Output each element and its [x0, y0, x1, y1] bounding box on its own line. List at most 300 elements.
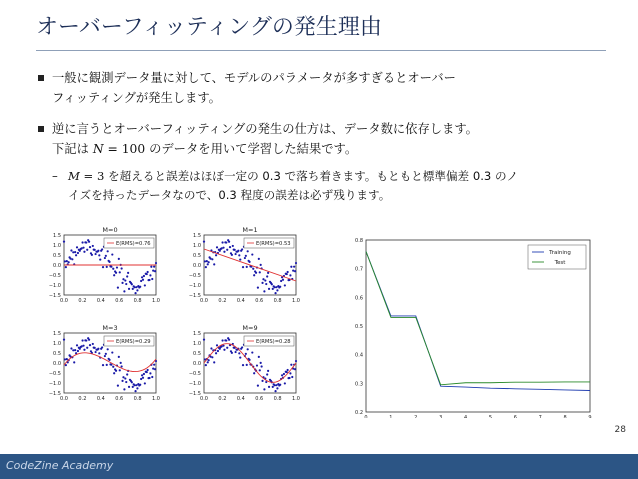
data-point [92, 245, 94, 247]
data-point [83, 251, 85, 253]
data-point [284, 284, 286, 286]
legend-label: E(RMS)=0.76 [116, 241, 151, 247]
data-point [136, 289, 138, 291]
y-tick-label: −1.0 [48, 381, 61, 387]
legend-label: E(RMS)=0.53 [256, 241, 291, 247]
data-point [274, 292, 276, 294]
data-point [271, 283, 273, 285]
data-point [203, 241, 205, 243]
data-point [238, 352, 240, 354]
data-point [102, 266, 104, 268]
data-point [139, 286, 141, 288]
x-tick-label: 3 [439, 415, 443, 418]
data-point [252, 268, 254, 270]
data-point [289, 274, 291, 276]
data-point [94, 253, 96, 255]
data-point [94, 249, 96, 251]
data-point [231, 352, 233, 354]
data-point [203, 339, 205, 341]
data-point [234, 249, 236, 251]
data-point [292, 269, 294, 271]
data-point [143, 275, 145, 277]
data-point [117, 287, 119, 289]
y-tick-label: 0.0 [193, 361, 201, 367]
page-number: 28 [614, 425, 626, 435]
data-point [155, 262, 157, 264]
data-point [149, 274, 151, 276]
data-point [124, 377, 126, 379]
data-point [143, 373, 145, 375]
x-tick-label: 4 [463, 415, 468, 418]
y-tick-label: −1.5 [188, 391, 201, 397]
data-point [68, 261, 70, 263]
y-tick-label: 0.6 [355, 295, 363, 302]
data-point [245, 353, 247, 355]
data-point [246, 364, 248, 366]
data-point [260, 362, 262, 364]
x-tick-label: 0.4 [236, 298, 245, 304]
data-point [261, 282, 263, 284]
data-point [104, 355, 106, 357]
x-tick-label: 8 [563, 415, 567, 418]
data-point [274, 390, 276, 392]
data-point [263, 388, 265, 390]
data-point [208, 359, 210, 361]
bullet-2-line-2: 下記は N = 100 のデータを用いて学習した結果です。 [52, 142, 358, 156]
bullet-2-line-1: 逆に言うとオーバーフィッティングの発生の仕方は、データ数に依存します。 [52, 122, 478, 136]
data-point [65, 266, 67, 268]
data-point [293, 266, 295, 268]
data-point [222, 247, 224, 249]
data-point [73, 361, 75, 363]
data-point [245, 255, 247, 257]
x-tick-label: 7 [538, 415, 542, 418]
data-point [76, 246, 78, 248]
y-tick-label: −1.0 [188, 283, 201, 289]
data-point [248, 261, 250, 263]
data-point [260, 264, 262, 266]
data-point [228, 339, 230, 341]
data-point [232, 245, 234, 247]
data-point [247, 250, 249, 252]
data-point [82, 345, 84, 347]
data-point [210, 347, 212, 349]
data-point [64, 358, 66, 360]
data-point [115, 272, 117, 274]
y-tick-label: 1.0 [193, 243, 201, 249]
data-point [112, 366, 114, 368]
data-point [121, 267, 123, 269]
data-point [234, 253, 236, 255]
data-point [241, 346, 243, 348]
data-point [85, 241, 87, 243]
polynomial-fit-plots [40, 215, 330, 415]
data-point [207, 263, 209, 265]
data-point [215, 352, 217, 354]
data-point [123, 290, 125, 292]
data-point [81, 241, 83, 243]
data-point [257, 385, 259, 387]
bullet-1-line-1: 一般に観測データ量に対して、モデルのパラメータが多すぎるとオーバー [52, 71, 456, 85]
data-point [259, 369, 261, 371]
data-point [131, 381, 133, 383]
data-point [272, 386, 274, 388]
data-point [141, 374, 143, 376]
bullet-square-icon [38, 126, 44, 132]
data-point [147, 369, 149, 371]
data-point [111, 253, 113, 255]
data-point [205, 266, 207, 268]
data-point [262, 278, 264, 280]
data-point [152, 367, 154, 369]
data-point [263, 290, 265, 292]
y-tick-label: 0.8 [355, 238, 363, 244]
data-point [81, 339, 83, 341]
x-tick-label: 0.6 [255, 298, 264, 304]
data-point [70, 249, 72, 251]
data-point [63, 241, 65, 243]
data-point [255, 272, 257, 274]
y-tick-label: 0.0 [53, 361, 61, 367]
data-point [124, 279, 126, 281]
data-point [131, 283, 133, 285]
data-point [121, 380, 123, 382]
data-point [280, 280, 282, 282]
data-point [74, 251, 76, 253]
data-point [125, 283, 127, 285]
data-point [76, 344, 78, 346]
data-point [126, 373, 128, 375]
x-tick-label: 0 [364, 415, 368, 418]
data-point [85, 339, 87, 341]
data-point [206, 260, 208, 262]
data-point [74, 349, 76, 351]
data-point [266, 373, 268, 375]
data-point [111, 351, 113, 353]
data-point [151, 376, 153, 378]
y-tick-label: 1.0 [193, 341, 201, 347]
data-point [122, 376, 124, 378]
data-point [251, 351, 253, 353]
data-point [94, 351, 96, 353]
data-point [256, 364, 258, 366]
data-point [266, 275, 268, 277]
data-point [153, 266, 155, 268]
data-point [268, 288, 270, 290]
x-tick-label: 0.0 [60, 396, 68, 402]
data-point [228, 241, 230, 243]
sub-bullet-1-line-1: M = 3 を超えると誤差はほぼ一定の 0.3 で落ち着きます。もともと標準偏差 0.3 のノ [68, 169, 519, 183]
data-point [126, 275, 128, 277]
data-point [82, 247, 84, 249]
data-point [151, 278, 153, 280]
x-tick-label: 1 [389, 415, 393, 418]
data-point [121, 365, 123, 367]
data-point [286, 273, 288, 275]
data-point [72, 251, 74, 253]
footer-text: CodeZine Academy [6, 459, 114, 472]
data-point [154, 368, 156, 370]
data-point [123, 388, 125, 390]
data-point [226, 249, 228, 251]
data-point [272, 288, 274, 290]
data-point [286, 371, 288, 373]
data-point [72, 349, 74, 351]
data-point [77, 350, 79, 352]
data-point [242, 266, 244, 268]
data-point [284, 382, 286, 384]
x-tick-label: 2 [414, 415, 418, 418]
y-tick-label: −0.5 [188, 273, 201, 279]
y-tick-label: 1.5 [53, 331, 61, 337]
y-tick-label: −0.5 [48, 371, 61, 377]
x-tick-label: 0.8 [273, 298, 282, 304]
x-tick-label: 1.0 [152, 298, 160, 304]
data-point [135, 286, 137, 288]
data-point [282, 279, 284, 281]
sub-bullet-1-line-2: イズを持ったデータなので、0.3 程度の誤差は必ず残ります。 [68, 188, 391, 202]
y-tick-label: −1.5 [188, 293, 201, 299]
data-point [108, 359, 110, 361]
legend-label: E(RMS)=0.29 [116, 339, 151, 345]
data-point [268, 386, 270, 388]
data-point [71, 258, 73, 260]
data-point [275, 286, 277, 288]
x-tick-label: 0.0 [60, 298, 68, 304]
data-point [77, 252, 79, 254]
fit-panel [189, 226, 300, 304]
data-point [104, 257, 106, 259]
data-point [112, 268, 114, 270]
data-point [75, 254, 77, 256]
y-tick-label: 1.0 [53, 341, 61, 347]
legend-label: Training [549, 250, 571, 256]
y-tick-label: 0.5 [193, 253, 201, 259]
y-tick-label: −1.0 [48, 283, 61, 289]
data-point [253, 274, 255, 276]
data-point [208, 261, 210, 263]
data-point [295, 262, 297, 264]
data-point [251, 253, 253, 255]
data-point [105, 255, 107, 257]
data-point [225, 339, 227, 341]
data-point [140, 378, 142, 380]
data-point [108, 261, 110, 263]
data-point [70, 347, 72, 349]
data-point [246, 266, 248, 268]
data-point [125, 381, 127, 383]
data-point [140, 280, 142, 282]
bullet-square-icon [38, 75, 44, 81]
data-point [241, 248, 243, 250]
data-point [264, 279, 266, 281]
data-point [142, 377, 144, 379]
data-point [283, 373, 285, 375]
y-tick-label: 1.5 [53, 233, 61, 239]
footer-bar [0, 454, 638, 479]
data-point [120, 362, 122, 364]
fit-panel [189, 324, 300, 402]
data-point [215, 254, 217, 256]
data-point [290, 266, 292, 268]
y-tick-label: 0.7 [355, 266, 363, 273]
data-point [64, 260, 66, 262]
y-tick-label: −0.5 [188, 371, 201, 377]
data-point [119, 369, 121, 371]
data-point [265, 381, 267, 383]
data-point [128, 386, 130, 388]
x-tick-label: 0.2 [78, 396, 87, 402]
data-point [110, 266, 112, 268]
data-point [119, 271, 121, 273]
data-point [66, 358, 68, 360]
y-tick-label: 0.0 [193, 263, 201, 269]
x-tick-label: 0.8 [133, 396, 142, 402]
data-point [234, 351, 236, 353]
data-point [117, 385, 119, 387]
data-point [211, 356, 213, 358]
data-point [113, 372, 115, 374]
data-point [294, 368, 296, 370]
data-point [237, 250, 239, 252]
x-tick-label: 6 [513, 415, 517, 418]
legend-label: Test [554, 260, 566, 266]
x-tick-label: 0.0 [200, 298, 208, 304]
data-point [101, 346, 103, 348]
data-point [239, 258, 241, 260]
data-point [257, 287, 259, 289]
data-point [89, 246, 91, 248]
data-point [205, 364, 207, 366]
y-tick-label: 0.5 [193, 351, 201, 357]
data-point [267, 272, 269, 274]
y-tick-label: −1.0 [188, 381, 201, 387]
data-point [142, 279, 144, 281]
data-point [247, 348, 249, 350]
x-tick-label: 0.2 [218, 298, 227, 304]
x-tick-label: 0.4 [236, 396, 245, 402]
x-tick-label: 1.0 [292, 298, 300, 304]
data-point [225, 241, 227, 243]
y-tick-label: 1.5 [193, 233, 201, 239]
data-point [132, 386, 134, 388]
data-point [211, 258, 213, 260]
data-point [150, 266, 152, 268]
x-tick-label: 0.8 [133, 298, 142, 304]
data-point [88, 241, 90, 243]
data-point [97, 348, 99, 350]
data-point [295, 360, 297, 362]
data-point [276, 387, 278, 389]
x-tick-label: 0.8 [273, 396, 282, 402]
x-tick-label: 1.0 [152, 396, 160, 402]
data-point [281, 374, 283, 376]
data-point [141, 276, 143, 278]
data-point [106, 266, 108, 268]
data-point [267, 370, 269, 372]
x-tick-label: 0.6 [255, 396, 264, 402]
panel-title: M=3 [102, 324, 118, 332]
y-tick-label: 1.5 [193, 331, 201, 337]
x-tick-label: 0.2 [78, 298, 87, 304]
data-point [207, 361, 209, 363]
data-point [102, 364, 104, 366]
x-tick-label: 1.0 [292, 396, 300, 402]
data-point [107, 348, 109, 350]
data-point [144, 284, 146, 286]
data-point [244, 257, 246, 259]
data-point [259, 271, 261, 273]
data-point [66, 260, 68, 262]
data-point [132, 288, 134, 290]
data-point [118, 258, 120, 260]
data-point [242, 364, 244, 366]
data-point [134, 292, 136, 294]
y-tick-label: −1.5 [48, 293, 61, 299]
data-point [105, 353, 107, 355]
data-point [127, 272, 129, 274]
data-point [63, 339, 65, 341]
data-point [223, 349, 225, 351]
data-point [148, 377, 150, 379]
x-tick-label: 5 [488, 415, 493, 418]
data-point [106, 364, 108, 366]
data-point [94, 347, 96, 349]
sub-bullet-dash: – [52, 169, 58, 183]
y-tick-label: 0.0 [53, 263, 61, 269]
data-point [89, 344, 91, 346]
data-point [276, 289, 278, 291]
data-point [258, 258, 260, 260]
data-point [146, 273, 148, 275]
data-point [261, 380, 263, 382]
data-point [113, 274, 115, 276]
y-tick-label: −0.5 [48, 273, 61, 279]
data-point [88, 339, 90, 341]
data-point [86, 249, 88, 251]
data-point [216, 344, 218, 346]
y-tick-label: −1.5 [48, 391, 61, 397]
data-point [148, 279, 150, 281]
data-point [239, 356, 241, 358]
y-tick-label: 0.5 [53, 253, 61, 259]
data-point [107, 250, 109, 252]
data-point [147, 271, 149, 273]
y-tick-label: 0.5 [53, 351, 61, 357]
data-point [128, 288, 130, 290]
legend-label: E(RMS)=0.28 [256, 339, 291, 345]
y-tick-label: 0.2 [355, 410, 363, 416]
data-point [91, 254, 93, 256]
data-point [122, 278, 124, 280]
data-point [217, 350, 219, 352]
data-point [279, 286, 281, 288]
data-point [101, 248, 103, 250]
fit-panel [49, 226, 160, 304]
data-point [258, 356, 260, 358]
x-tick-label: 0.0 [200, 396, 208, 402]
x-tick-label: 0.4 [96, 396, 105, 402]
data-point [86, 347, 88, 349]
data-point [146, 371, 148, 373]
data-point [149, 372, 151, 374]
data-point [231, 254, 233, 256]
data-point [135, 384, 137, 386]
data-point [279, 384, 281, 386]
panel-title: M=9 [242, 324, 258, 332]
data-point [154, 270, 156, 272]
bullet-1-line-2: フィッティングが発生します。 [52, 91, 221, 105]
